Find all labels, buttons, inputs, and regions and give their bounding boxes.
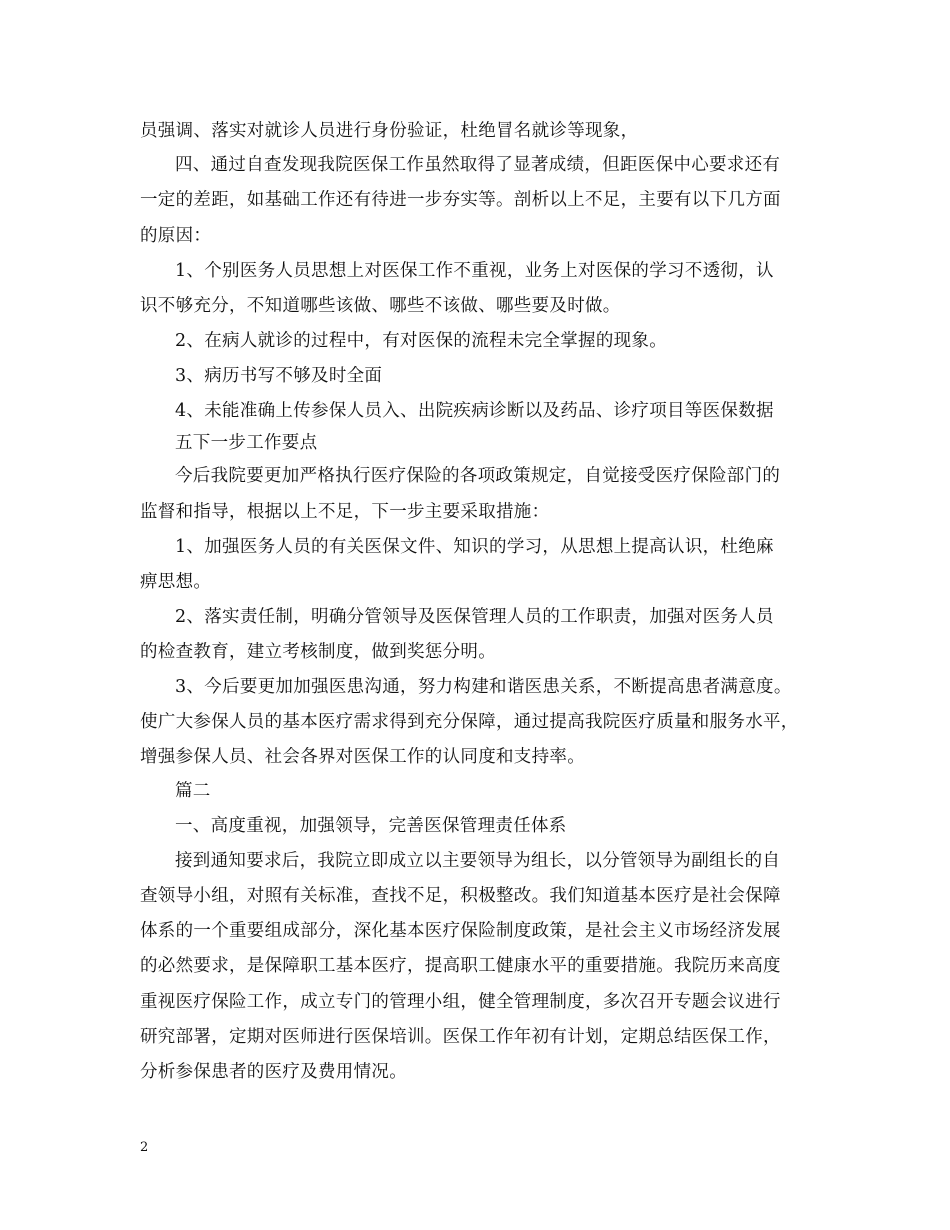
paragraph-line: 的必然要求，是保障职工基本医疗，提高职工健康水平的重要措施。我院历来高度 [140,956,781,976]
section-heading: 一、高度重视，加强领导，完善医保管理责任体系 [175,816,567,836]
paragraph-line: 接到通知要求后，我院立即成立以主要领导为组长，以分管领导为副组长的自 [175,851,781,871]
paragraph-line: 4、未能准确上传参保人员入、出院疾病诊断以及药品、诊疗项目等医保数据 [175,401,774,421]
paragraph-line: 3、病历书写不够及时全面 [175,366,383,386]
paragraph-line: 使广大参保人员的基本医疗需求得到充分保障，通过提高我院医疗质量和服务水平， [140,712,799,732]
section-heading: 五下一步工作要点 [175,433,318,453]
paragraph-line: 1、个别医务人员思想上对医保工作不重视，业务上对医保的学习不透彻，认 [175,261,774,281]
page-number: 2 [140,1140,149,1155]
paragraph-line: 1、加强医务人员的有关医保文件、知识的学习，从思想上提高认识，杜绝麻 [175,537,774,557]
paragraph-line: 痹思想。 [140,572,212,592]
paragraph-line: 研究部署，定期对医师进行医保培训。医保工作年初有计划，定期总结医保工作， [140,1027,781,1047]
paragraph-line: 重视医疗保险工作，成立专门的管理小组，健全管理制度，多次召开专题会议进行 [140,992,781,1012]
paragraph-line: 今后我院要更加严格执行医疗保险的各项政策规定，自觉接受医疗保险部门的 [175,466,781,486]
paragraph-line: 员强调、落实对就诊人员进行身份验证，杜绝冒名就诊等现象， [140,121,639,141]
paragraph-line: 四、通过自查发现我院医保工作虽然取得了显著成绩，但距医保中心要求还有 [175,155,781,175]
paragraph-line: 监督和指导，根据以上不足，下一步主要采取措施： [140,502,550,522]
paragraph-line: 2、落实责任制，明确分管领导及医保管理人员的工作职责，加强对医务人员 [175,607,774,627]
paragraph-line: 识不够充分，不知道哪些该做、哪些不该做、哪些要及时做。 [140,296,621,316]
paragraph-line: 的原因： [140,226,212,246]
paragraph-line: 增强参保人员、社会各界对医保工作的认同度和支持率。 [140,747,585,767]
section-heading: 篇二 [175,781,211,801]
paragraph-line: 3、今后要更加加强医患沟通，努力构建和谐医患关系，不断提高患者满意度。 [175,677,792,697]
paragraph-line: 查领导小组，对照有关标准，查找不足，积极整改。我们知道基本医疗是社会保障 [140,886,781,906]
paragraph-line: 分析参保患者的医疗及费用情况。 [140,1062,407,1082]
paragraph-line: 体系的一个重要组成部分，深化基本医疗保险制度政策，是社会主义市场经济发展 [140,921,781,941]
paragraph-line: 2、在病人就诊的过程中，有对医保的流程未完全掌握的现象。 [175,331,668,351]
paragraph-line: 一定的差距，如基础工作还有待进一步夯实等。剖析以上不足，主要有以下几方面 [140,190,781,210]
paragraph-line: 的检查教育，建立考核制度，做到奖惩分明。 [140,642,496,662]
